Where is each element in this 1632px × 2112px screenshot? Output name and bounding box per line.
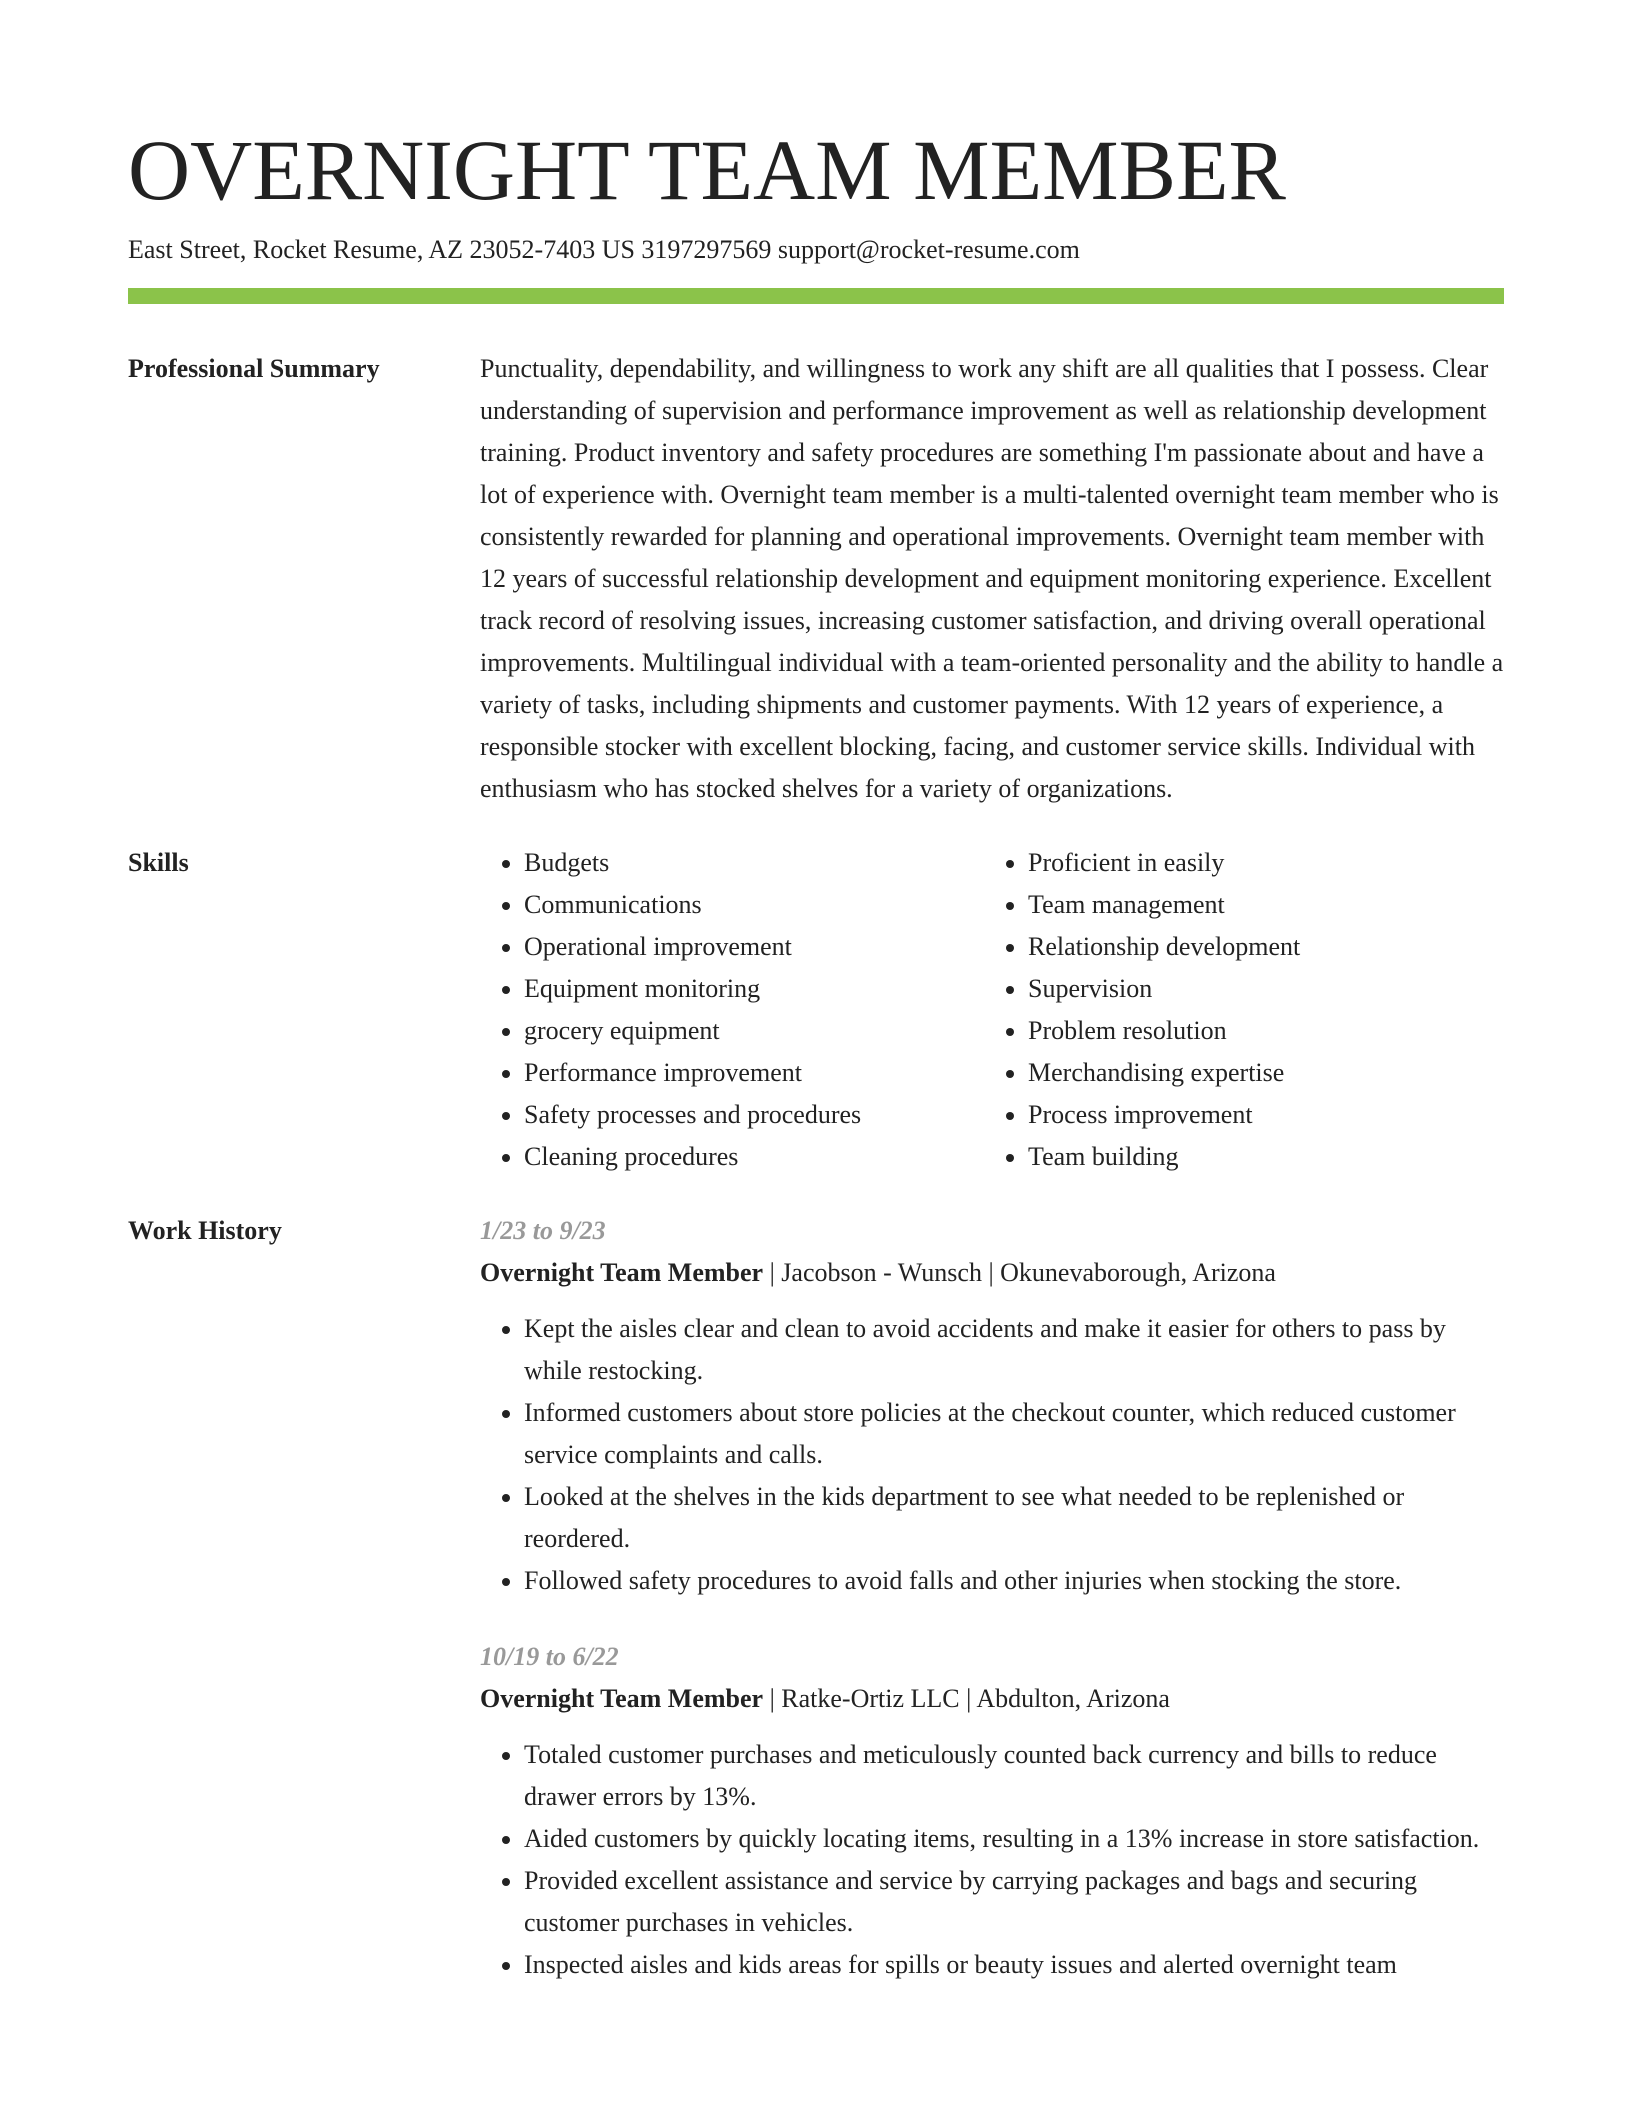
skills-column-1 — [480, 842, 984, 1178]
section-title-skills: Skills — [128, 848, 189, 877]
job-bullet: • Totaled customer purchases and meticulously counted back currency and bills to reduce drawer errors by 13%. — [524, 1734, 1504, 1818]
skill-item: • Performance improvement — [524, 1052, 984, 1094]
skill-item: • Safety processes and procedures — [524, 1094, 984, 1136]
skill-item: • Equipment monitoring — [524, 968, 984, 1010]
job-entry — [480, 1636, 1504, 1986]
job-bullet: • Informed customers about store policies at the checkout counter, which reduced customer service complaints and calls. — [524, 1392, 1504, 1476]
job-dates: 1/23 to 9/23 — [480, 1216, 606, 1245]
resume-name: OVERNIGHT TEAM MEMBER — [128, 122, 1286, 218]
skill-item: • Budgets — [524, 842, 984, 884]
skill-item: • Problem resolution — [1028, 1010, 1488, 1052]
skill-item: • Supervision — [1028, 968, 1488, 1010]
skills-section — [128, 842, 1504, 1178]
section-title-summary: Professional Summary — [128, 354, 380, 383]
skill-item: • Communications — [524, 884, 984, 926]
job-bullets — [480, 1734, 1504, 1986]
skill-item: • grocery equipment — [524, 1010, 984, 1052]
contact-line: East Street, Rocket Resume, AZ 23052-7403 US 3197297569 support@rocket-resume.com — [128, 235, 1080, 264]
skill-item: • Team building — [1028, 1136, 1488, 1178]
skill-item: • Operational improvement — [524, 926, 984, 968]
job-heading — [480, 1252, 1504, 1294]
skill-item: • Merchandising expertise — [1028, 1052, 1488, 1094]
job-dates: 10/19 to 6/22 — [480, 1642, 619, 1671]
header-divider — [128, 288, 1504, 304]
section-title-work: Work History — [128, 1216, 282, 1245]
job-title: Overnight Team Member — [480, 1258, 764, 1287]
job-title: Overnight Team Member — [480, 1684, 764, 1713]
resume-page — [128, 120, 1504, 2020]
job-heading — [480, 1678, 1504, 1720]
job-bullet: • Aided customers by quickly locating items, resulting in a 13% increase in store satisfaction. — [524, 1818, 1504, 1860]
summary-text: Punctuality, dependability, and willingness to work any shift are all qualities that I possess. Clear understanding of supervision and performance improvement as well as relationship development training. Product inventory and safety procedures are something I'm passionate about and have a lot of experience with. Overnight team member is a multi-talented overnight team member who is consistently rewarded for planning and operational improvements. Overnight team member with 12 years of successful relationship development and equipment monitoring experience. Excellent track record of resolving issues, increasing customer satisfaction, and driving overall operational improvements. Multilingual individual with a team-oriented personality and the ability to handle a variety of tasks, including shipments and customer payments. With 12 years of experience, a responsible stocker with excellent blocking, facing, and customer service skills. Individual with enthusiasm who has stocked shelves for a variety of organizations. — [480, 354, 1504, 803]
job-bullet: • Followed safety procedures to avoid falls and other injuries when stocking the store. — [524, 1560, 1504, 1602]
job-details: | Jacobson - Wunsch | Okunevaborough, Arizona — [763, 1258, 1276, 1287]
skills-lists — [480, 842, 1504, 1178]
job-entry — [480, 1210, 1504, 1602]
job-bullets — [480, 1308, 1504, 1602]
skill-item: • Process improvement — [1028, 1094, 1488, 1136]
skills-column-2 — [984, 842, 1488, 1178]
job-bullet: • Kept the aisles clear and clean to avoid accidents and make it easier for others to pass by while restocking. — [524, 1308, 1504, 1392]
skill-item: • Cleaning procedures — [524, 1136, 984, 1178]
job-details: | Ratke-Ortiz LLC | Abdulton, Arizona — [763, 1684, 1170, 1713]
summary-body — [480, 348, 1504, 810]
job-bullet: • Inspected aisles and kids areas for spills or beauty issues and alerted overnight team — [524, 1944, 1504, 1986]
skill-item: • Team management — [1028, 884, 1488, 926]
summary-section — [128, 348, 1504, 810]
skill-item: • Proficient in easily — [1028, 842, 1488, 884]
job-bullet: • Provided excellent assistance and service by carrying packages and bags and securing customer purchases in vehicles. — [524, 1860, 1504, 1944]
job-bullet: • Looked at the shelves in the kids department to see what needed to be replenished or reordered. — [524, 1476, 1504, 1560]
work-body — [480, 1210, 1504, 2020]
work-section — [128, 1210, 1504, 2020]
skill-item: • Relationship development — [1028, 926, 1488, 968]
